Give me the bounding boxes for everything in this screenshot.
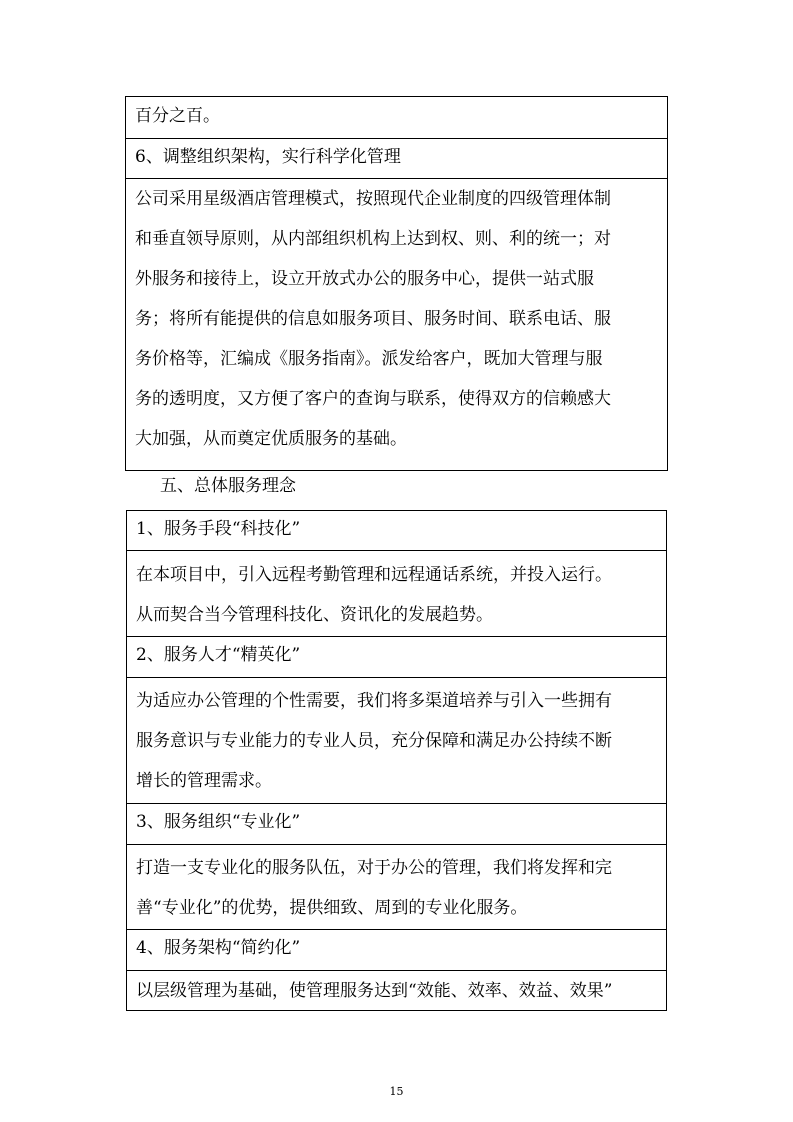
table-row bbox=[127, 845, 666, 930]
paragraph-line: 为适应办公管理的个性需要，我们将多渠道培养与引入一些拥有 bbox=[136, 691, 612, 711]
table-row bbox=[127, 804, 666, 845]
paragraph-line: 务；将所有能提供的信息如服务项目、服务时间、联系电话、服 bbox=[135, 309, 611, 329]
paragraph-line: 大加强，从而奠定优质服务的基础。 bbox=[135, 429, 407, 449]
table-service-philosophy bbox=[126, 510, 667, 1011]
table-row bbox=[127, 678, 666, 804]
paragraph-line: 公司采用星级酒店管理模式，按照现代企业制度的四级管理体制 bbox=[135, 189, 611, 209]
paragraph-line: 以层级管理为基础，使管理服务达到“效能、效率、效益、效果” bbox=[136, 981, 613, 1001]
table-row bbox=[127, 551, 666, 637]
section-heading: 五、总体服务理念 bbox=[160, 476, 296, 496]
table-row bbox=[126, 139, 667, 179]
item-title: 1、服务手段“科技化” bbox=[136, 519, 301, 539]
paragraph-line: 打造一支专业化的服务队伍，对于办公的管理，我们将发挥和完 bbox=[136, 858, 612, 878]
paragraph-line: 服务意识与专业能力的专业人员，充分保障和满足办公持续不断 bbox=[136, 731, 612, 751]
paragraph-line: 务的透明度，又方便了客户的查询与联系，使得双方的信赖感大 bbox=[135, 389, 611, 409]
paragraph-line: 外服务和接待上，设立开放式办公的服务中心，提供一站式服 bbox=[135, 269, 594, 289]
item-body bbox=[136, 681, 660, 801]
page-number: 15 bbox=[389, 1085, 404, 1098]
table-row bbox=[127, 930, 666, 971]
item-body bbox=[136, 971, 660, 1011]
table-management bbox=[125, 96, 668, 471]
table-row bbox=[126, 97, 667, 139]
item-body bbox=[136, 555, 660, 635]
table-row bbox=[127, 511, 666, 551]
item-title: 3、服务组织“专业化” bbox=[136, 812, 301, 832]
paragraph-line: 善“专业化”的优势，提供细致、周到的专业化服务。 bbox=[136, 898, 528, 918]
management-paragraph bbox=[135, 179, 661, 459]
row-text: 百分之百。 bbox=[135, 106, 220, 126]
item-title: 4、服务架构“简约化” bbox=[136, 938, 301, 958]
row-heading: 6、调整组织架构，实行科学化管理 bbox=[135, 147, 401, 167]
paragraph-line: 和垂直领导原则，从内部组织机构上达到权、则、利的统一；对 bbox=[135, 229, 611, 249]
paragraph-line: 在本项目中，引入远程考勤管理和远程通话系统，并投入运行。 bbox=[136, 565, 612, 585]
table-row bbox=[127, 637, 666, 678]
paragraph-line: 务价格等，汇编成《服务指南》。派发给客户，既加大管理与服 bbox=[135, 349, 603, 369]
item-body bbox=[136, 848, 660, 928]
paragraph-line: 增长的管理需求。 bbox=[136, 771, 272, 791]
paragraph-line: 从而契合当今管理科技化、资讯化的发展趋势。 bbox=[136, 605, 493, 625]
item-title: 2、服务人才“精英化” bbox=[136, 645, 301, 665]
